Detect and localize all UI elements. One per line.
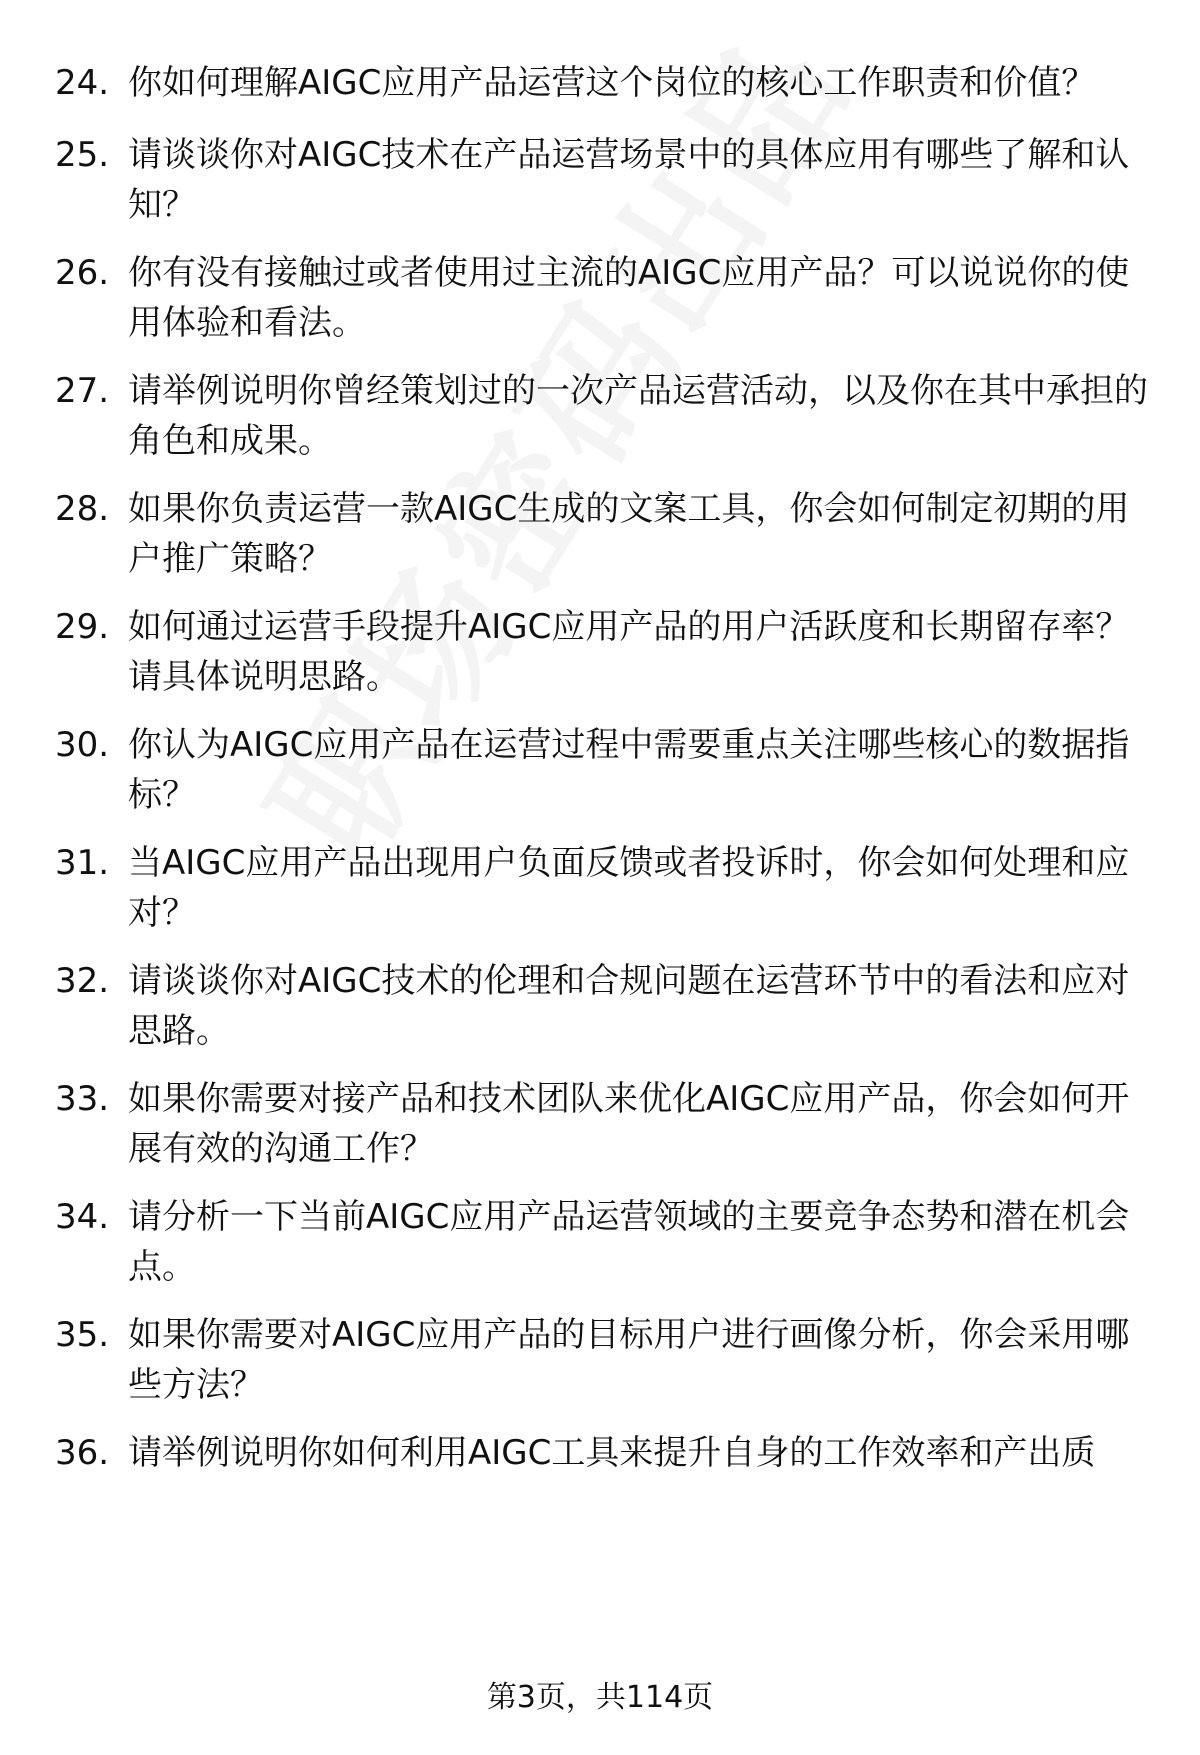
- question-number: 27.: [55, 371, 110, 411]
- question-number: 32.: [55, 961, 110, 1001]
- question-number: 35.: [55, 1315, 110, 1355]
- question-text: 请举例说明你如何利用AIGC工具来提升自身的工作效率和产出质: [128, 1433, 1096, 1473]
- question-text: 请谈谈你对AIGC技术在产品运营场景中的具体应用有哪些了解和认知？: [128, 135, 1130, 225]
- question-text: 请分析一下当前AIGC应用产品运营领域的主要竞争态势和潜在机会点。: [128, 1197, 1130, 1287]
- question-text: 请举例说明你曾经策划过的一次产品运营活动，以及你在其中承担的角色和成果。: [128, 371, 1148, 461]
- question-text: 如果你需要对接产品和技术团队来优化AIGC应用产品，你会如何开展有效的沟通工作？: [128, 1079, 1130, 1169]
- page-number-footer: 第3页，共114页: [486, 1680, 714, 1715]
- question-number: 24.: [55, 63, 110, 103]
- question-text: 你认为AIGC应用产品在运营过程中需要重点关注哪些核心的数据指标？: [128, 725, 1130, 815]
- question-number: 30.: [55, 725, 110, 765]
- question-number: 26.: [55, 253, 110, 293]
- question-text: 如何通过运营手段提升AIGC应用产品的用户活跃度和长期留存率？请具体说明思路。: [128, 607, 1130, 697]
- question-number: 33.: [55, 1079, 110, 1119]
- question-number: 31.: [55, 843, 110, 883]
- question-text: 如果你负责运营一款AIGC生成的文案工具，你会如何制定初期的用户推广策略？: [128, 489, 1130, 579]
- question-text: 你如何理解AIGC应用产品运营这个岗位的核心工作职责和价值？: [128, 63, 1096, 103]
- question-text: 请谈谈你对AIGC技术的伦理和合规问题在运营环节中的看法和应对思路。: [128, 961, 1130, 1051]
- question-number: 28.: [55, 489, 110, 529]
- question-number: 36.: [55, 1433, 110, 1473]
- question-number: 29.: [55, 607, 110, 647]
- question-text: 你有没有接触过或者使用过主流的AIGC应用产品？可以说说你的使用体验和看法。: [128, 253, 1130, 343]
- question-text: 如果你需要对AIGC应用产品的目标用户进行画像分析，你会采用哪些方法？: [128, 1315, 1130, 1405]
- question-number: 34.: [55, 1197, 110, 1237]
- question-number: 25.: [55, 135, 110, 175]
- question-text: 当AIGC应用产品出现用户负面反馈或者投诉时，你会如何处理和应对？: [128, 843, 1130, 933]
